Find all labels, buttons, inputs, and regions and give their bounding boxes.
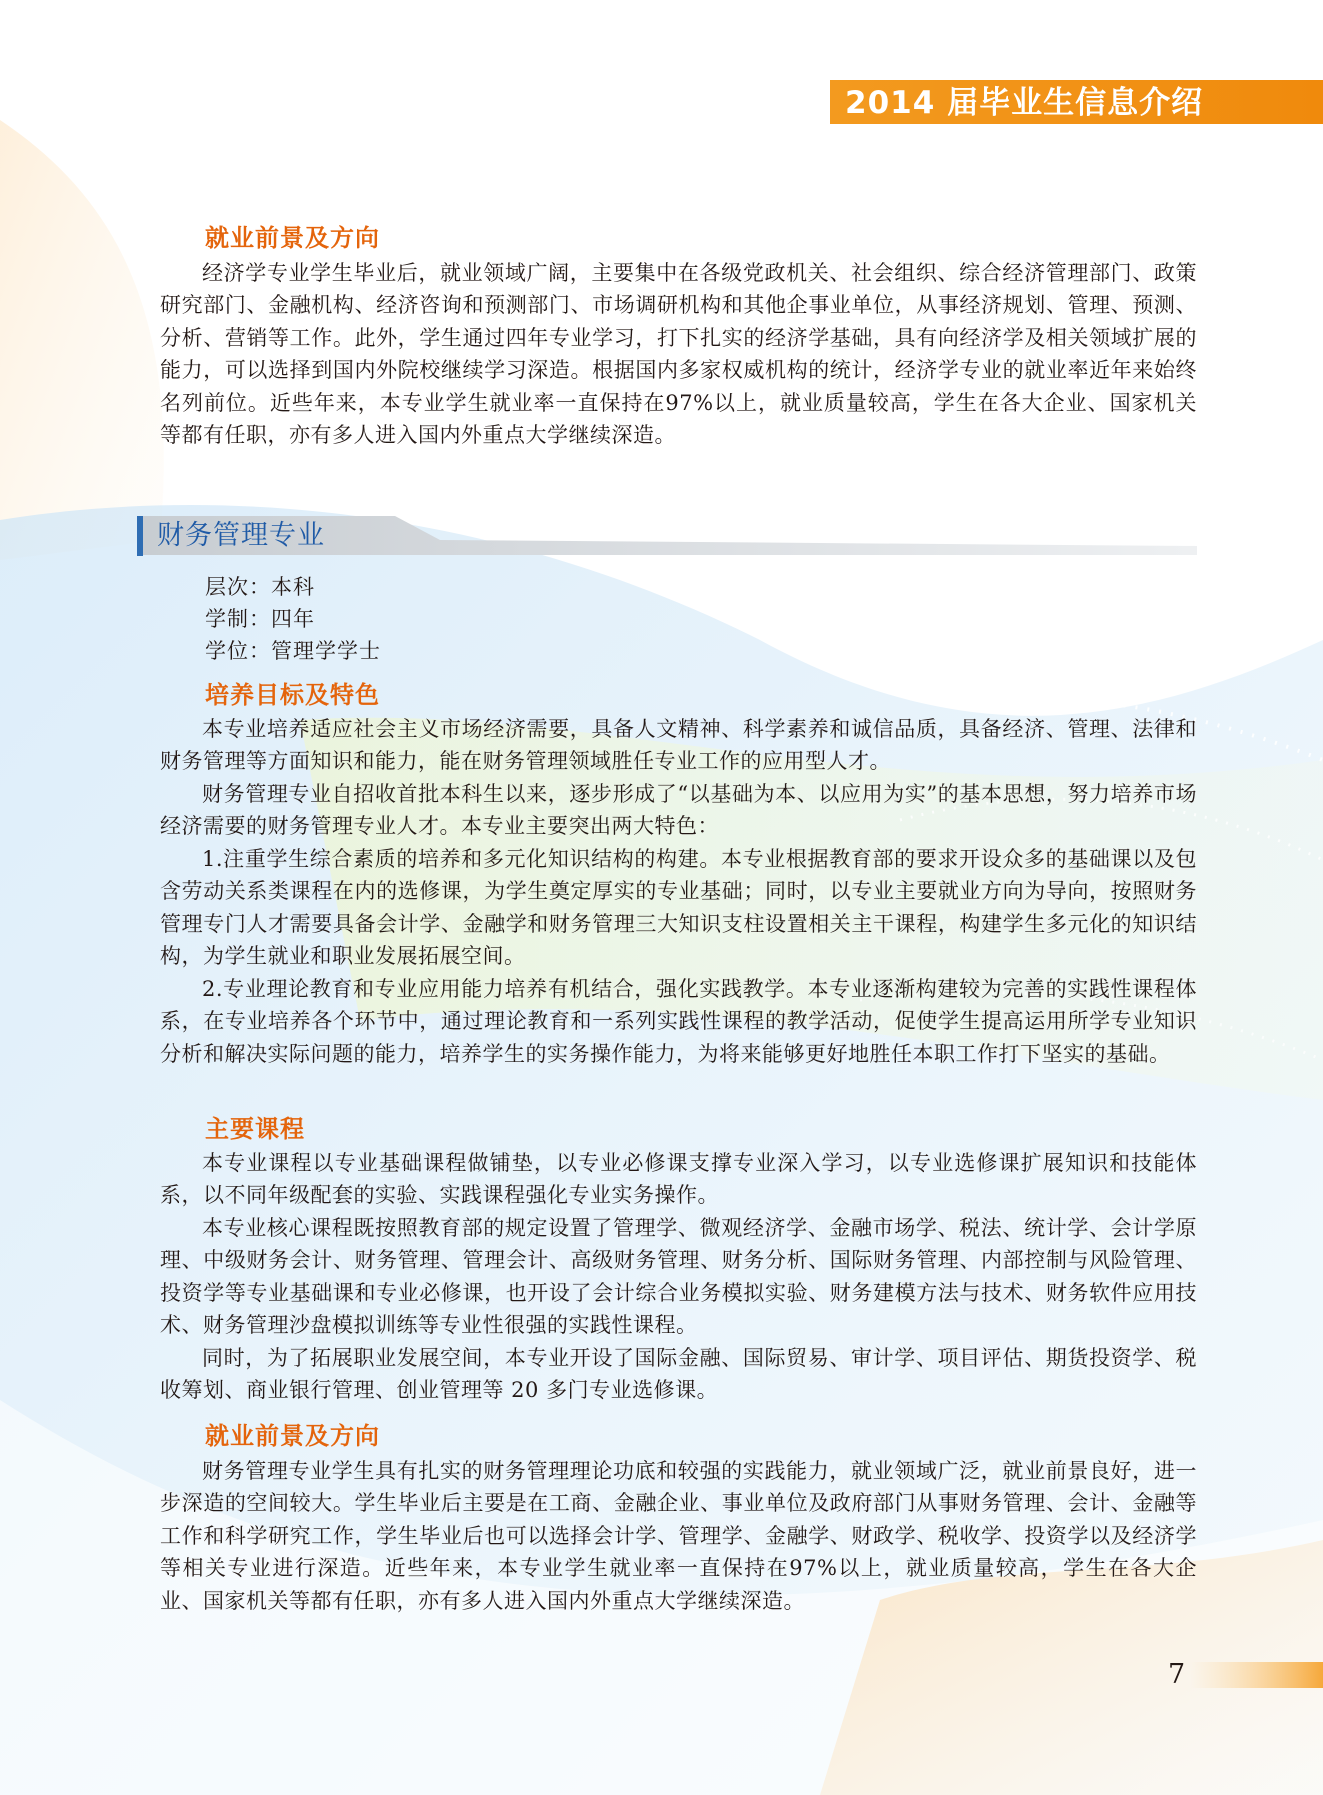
employment-heading-economics: 就业前景及方向 [205,223,380,252]
major-duration: 学制：四年 [205,607,315,631]
employment-heading-finance: 就业前景及方向 [205,1421,380,1450]
courses-heading: 主要课程 [205,1114,305,1143]
goals-paragraph-1: 本专业培养适应社会主义市场经济需要，具备人文精神、科学素养和诚信品质，具备经济、管理、法律和财务管理等方面知识和能力，能在财务管理领域胜任专业工作的应用型人才。 [160,717,1197,774]
courses-paragraph-3: 同时，为了拓展职业发展空间，本专业开设了国际金融、国际贸易、审计学、项目评估、期货投资学、税收筹划、商业银行管理、创业管理等 20 多门专业选修课。 [160,1346,1197,1403]
goals-paragraph-3: 1.注重学生综合素质的培养和多元化知识结构的构建。本专业根据教育部的要求开设众多的基础课以及包含劳动关系类课程在内的选修课，为学生奠定厚实的专业基础；同时，以专业主要就业方向为导向，按照财务管理专门人才需要具备会计学、金融学和财务管理三大知识支柱设置相关主干课程，构建学生多元化的知识结构，为学生就业和职业发展拓展空间。 [160,847,1197,969]
major-degree: 学位：管理学学士 [205,639,381,663]
major-title: 财务管理专业 [157,520,325,551]
header-title: 2014 届毕业生信息介绍 [845,85,1204,121]
goals-paragraph-4: 2.专业理论教育和专业应用能力培养有机结合，强化实践教学。本专业逐渐构建较为完善的实践性课程体系，在专业培养各个环节中，通过理论教育和一系列实践性课程的教学活动，促使学生提高运用所学专业知识分析和解决实际问题的能力，培养学生的实务操作能力，为将来能够更好地胜任本职工作打下坚实的基础。 [160,977,1197,1066]
major-level: 层次：本科 [205,575,315,599]
goals-paragraph-2: 财务管理专业自招收首批本科生以来，逐步形成了“以基础为本、以应用为实”的基本思想，努力培养市场经济需要的财务管理专业人才。本专业主要突出两大特色： [160,782,1197,839]
courses-paragraph-1: 本专业课程以专业基础课程做铺垫，以专业必修课支撑专业深入学习，以专业选修课扩展知识和技能体系，以不同年级配套的实验、实践课程强化专业实务操作。 [160,1151,1197,1208]
page-number: 7 [1168,1659,1186,1690]
section-accent-bar [137,516,143,556]
employment-paragraph-economics: 经济学专业学生毕业后，就业领域广阔，主要集中在各级党政机关、社会组织、综合经济管理部门、政策研究部门、金融机构、经济咨询和预测部门、市场调研机构和其他企事业单位，从事经济规划、管理、预测、分析、营销等工作。此外，学生通过四年专业学习，打下扎实的经济学基础，具有向经济学及相关领域扩展的能力，可以选择到国内外院校继续学习深造。根据国内多家权威机构的统计，经济学专业的就业率近年来始终名列前位。近些年来，本专业学生就业率一直保持在97%以上，就业质量较高，学生在各大企业、国家机关等都有任职，亦有多人进入国内外重点大学继续深造。 [160,261,1197,448]
courses-paragraph-2: 本专业核心课程既按照教育部的规定设置了管理学、微观经济学、金融市场学、税法、统计学、会计学原理、中级财务会计、财务管理、管理会计、高级财务管理、财务分析、国际财务管理、内部控制与风险管理、投资学等专业基础课和专业必修课，也开设了会计综合业务模拟实验、财务建模方法与技术、财务软件应用技术、财务管理沙盘模拟训练等专业性很强的实践性课程。 [160,1216,1197,1338]
goals-heading: 培养目标及特色 [205,680,380,709]
employment-paragraph-finance: 财务管理专业学生具有扎实的财务管理理论功底和较强的实践能力，就业领域广泛，就业前景良好，进一步深造的空间较大。学生毕业后主要是在工商、金融企业、事业单位及政府部门从事财务管理、会计、金融等工作和科学研究工作，学生毕业后也可以选择会计学、管理学、金融学、财政学、税收学、投资学以及经济学等相关专业进行深造。近些年来，本专业学生就业率一直保持在97%以上，就业质量较高，学生在各大企业、国家机关等都有任职，亦有多人进入国内外重点大学继续深造。 [160,1459,1197,1613]
